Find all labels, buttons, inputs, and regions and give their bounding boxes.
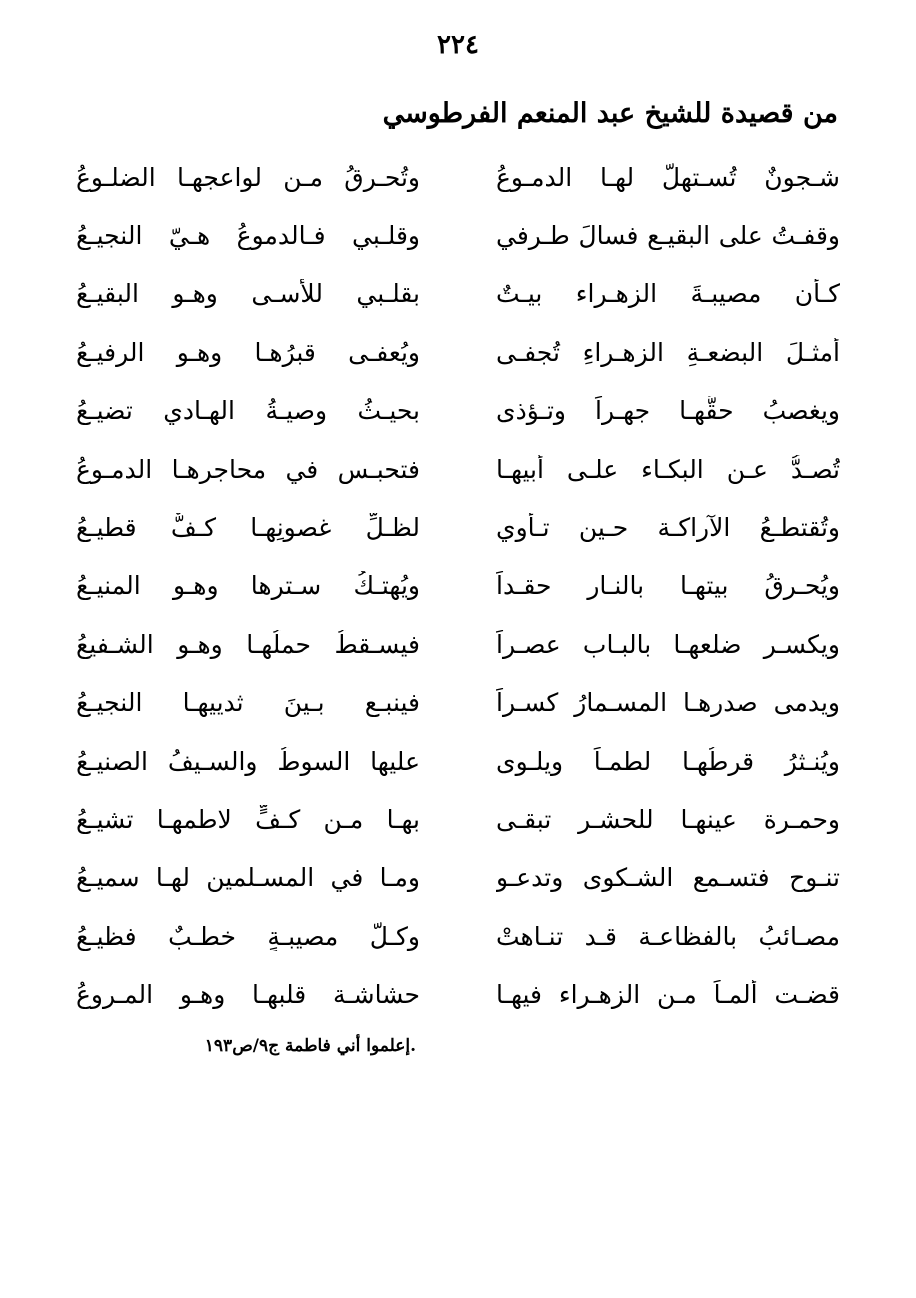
verse-row [76, 265, 840, 323]
verse-row [76, 557, 840, 615]
verse-row [76, 440, 840, 498]
verse-first-hemistich: كـأن مصيبـةَ الزهـراء بيـتٌ [496, 279, 840, 309]
page-number: ٢٢٤ [437, 30, 479, 60]
verse-row [76, 965, 840, 1023]
verse-first-hemistich: أمثـلَ البضعـةِ الزهـراءِ تُجفـى [496, 337, 840, 367]
verse-row [76, 615, 840, 673]
verse-second-hemistich: ويُعفـى قبرُهـا وهـو الرفيـعُ [76, 337, 420, 367]
verse-second-hemistich: لظـلِّ غصونِهـا كـفٌّ قطيـعُ [76, 513, 420, 543]
verse-row [76, 323, 840, 381]
source-citation: .إعلموا أني فاطمة ج٩/ص١٩٣ [204, 1036, 416, 1056]
verse-first-hemistich: وتُقتطـعُ الآراكـة حـين تـأوي [496, 513, 840, 543]
verse-first-hemistich: تُصـدُّ عـن البكـاء علـى أبيهـا [496, 454, 840, 484]
verse-second-hemistich: فينبـع بـينَ ثدييهـا النجيـعُ [76, 688, 420, 718]
verse-second-hemistich: فتحبـس في محاجرهـا الدمـوعُ [76, 454, 420, 484]
verse-second-hemistich: بقلـبي للأسـى وهـو البقيـعُ [76, 279, 420, 309]
verse-second-hemistich: عليها السوطُ والسـيفُ الصنيـعُ [76, 746, 420, 776]
verse-row [76, 849, 840, 907]
verse-first-hemistich: ويغصبُ حقُّهـا جهـراً وتـؤذى [496, 396, 840, 426]
verse-second-hemistich: ويُهتـكُ سـترها وهـو المنيـعُ [76, 571, 420, 601]
verse-row [76, 206, 840, 264]
verse-first-hemistich: وحمـرة عينهـا للحشـر تبقـى [496, 804, 840, 834]
verse-row [76, 732, 840, 790]
verse-first-hemistich: ويُنـثرُ قرطُهـا لطمـاً ويلـوى [496, 746, 840, 776]
verse-second-hemistich: وكـلُّ مصيبـةٍ خطـبٌ فظيـعُ [76, 921, 420, 951]
verse-second-hemistich: ومـا في المسـلمين لهـا سميـعُ [76, 863, 420, 893]
verse-row [76, 790, 840, 848]
verse-row [76, 674, 840, 732]
verse-first-hemistich: تنـوح فتسـمع الشـكوى وتدعـو [496, 863, 840, 893]
verse-first-hemistich: وقفـتُ على البقيـع فسالَ طـرفي [496, 221, 840, 251]
verse-second-hemistich: فيسـقطُ حملُهـا وهـو الشـفيعُ [76, 629, 420, 659]
verse-second-hemistich: وتُحـرقُ مـن لواعجهـا الضلـوعُ [76, 162, 420, 192]
verse-first-hemistich: شـجونٌ تُسـتهلُّ لهـا الدمـوعُ [496, 162, 840, 192]
verse-row [76, 382, 840, 440]
verse-first-hemistich: قضـت ألمـاً مـن الزهـراء فيهـا [496, 980, 840, 1010]
verse-second-hemistich: حشاشـة قلبهـا وهـو المـروعُ [76, 980, 420, 1010]
verse-row [76, 498, 840, 556]
verse-row [76, 148, 840, 206]
verse-first-hemistich: ويدمى صدرهـا المسـمارُ كسـراً [496, 688, 840, 718]
poem-title: من قصيدة للشيخ عبد المنعم الفرطوسي [382, 98, 838, 129]
poem-verses [76, 148, 840, 1024]
verse-second-hemistich: بحيـثُ وصيـةُ الهـادي تضيـعُ [76, 396, 420, 426]
verse-second-hemistich: بهـا مـن كـفٍّ لاطمهـا تشيـعُ [76, 804, 420, 834]
verse-first-hemistich: مصـائبُ بالفظاعـة قـد تنـاهتْ [496, 921, 840, 951]
verse-first-hemistich: ويُحـرقُ بيتهـا بالنـار حقـداً [496, 571, 840, 601]
verse-second-hemistich: وقلـبي فـالدموعُ هـيّ النجيـعُ [76, 221, 420, 251]
verse-row [76, 907, 840, 965]
verse-first-hemistich: ويكسـر ضلعهـا بالبـاب عصـراً [496, 629, 840, 659]
